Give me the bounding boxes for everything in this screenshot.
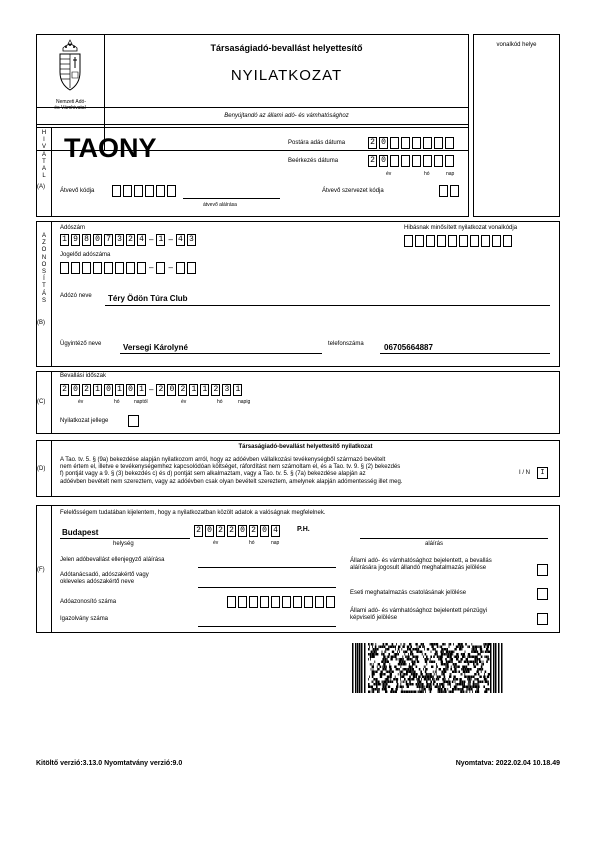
sign-date-nap: nap — [271, 540, 280, 546]
digit-cell[interactable]: 0 — [126, 384, 135, 396]
countersign-line — [198, 567, 336, 568]
nature-label: Nyilatkozat jellege — [60, 418, 109, 424]
digit-cell[interactable]: 0 — [260, 525, 269, 537]
empty-digit-cell[interactable] — [437, 235, 446, 247]
admin-name[interactable]: Versegi Károlyné — [123, 343, 188, 352]
perm-auth-label-1: Állami adó- és vámhatósághoz bejelentett, a bevallás — [350, 558, 492, 564]
section-d-line: nem értem el, illetve e tevékenységemhez kapcsolódóan költséget, ráfordítást nem számoltam el, és a Tao. tv. 9. § (2) bekezdés — [60, 464, 401, 471]
section-letter: N — [41, 254, 47, 261]
advisor-taxid-cells[interactable] — [227, 596, 335, 608]
empty-digit-cell[interactable] — [271, 596, 280, 608]
agency-name-2: és Vámhivatal — [54, 105, 86, 111]
section-d-code: (D) — [37, 466, 46, 472]
digit-cell[interactable]: 2 — [156, 384, 165, 396]
section-letter: I — [43, 137, 45, 144]
empty-digit-cell[interactable] — [260, 596, 269, 608]
advisor-label-1: Adótanácsadó, adószakértő vagy — [60, 572, 149, 578]
empty-digit-cell[interactable] — [104, 262, 113, 274]
section-letter: H — [41, 130, 47, 136]
digit-cell[interactable]: 2 — [368, 137, 377, 149]
digit-cell[interactable] — [390, 155, 399, 167]
digit-cell[interactable]: 1 — [60, 234, 69, 246]
phone[interactable]: 06705664887 — [384, 343, 433, 352]
financial-rep-checkbox[interactable] — [537, 613, 548, 625]
financial-rep-label-2: képviselő jelölése — [350, 615, 398, 621]
barcode-place-label: vonalkód helye — [496, 42, 537, 48]
section-letter: Í — [43, 276, 45, 283]
submit-to-note: Benyújtandó az állami adó- és vámhatósághoz — [224, 113, 349, 119]
arrival-ev: év — [386, 171, 392, 177]
digit-cell[interactable] — [401, 137, 410, 149]
form-code: TAONY — [64, 133, 157, 163]
digit-cell[interactable]: 1 — [233, 384, 242, 396]
error-barcode-label: Hibásnak minősített nyilatkozat vonalkódja — [404, 225, 518, 231]
digit-cell[interactable]: 2 — [211, 384, 220, 396]
digit-cell[interactable]: 8 — [82, 234, 91, 246]
empty-digit-cell[interactable] — [82, 262, 91, 274]
place-value[interactable]: Budapest — [62, 528, 99, 537]
empty-digit-cell[interactable] — [426, 235, 435, 247]
digit-cell[interactable]: 0 — [379, 137, 388, 149]
section-d-line: f) pontját vagy a 9. § (3) bekezdés c) és d) pontját sem alkalmaztam, vagy a Tao. tv. 5. § (7a) bekezdése alapján az — [60, 471, 366, 478]
section-letter: A — [41, 166, 46, 173]
empty-digit-cell[interactable] — [450, 185, 459, 197]
empty-digit-cell[interactable] — [112, 185, 121, 197]
empty-digit-cell[interactable] — [93, 262, 102, 274]
section-d-line: adóévben bevételt nem szereztem, vagy az adóévben csak olyan bevételt szereztem, amelynek alapján adómentesség illet meg. — [60, 478, 403, 485]
digit-cell[interactable]: 1 — [189, 384, 198, 396]
section-c-code: (C) — [37, 399, 46, 405]
yn-checkbox[interactable]: I — [537, 467, 548, 479]
section-letter: Z — [42, 240, 46, 247]
digit-cell[interactable] — [445, 155, 454, 167]
digit-cell[interactable]: 2 — [227, 525, 236, 537]
period-from-ev: év — [78, 399, 84, 405]
digit-cell[interactable]: 1 — [115, 384, 124, 396]
section-letter: A — [41, 151, 46, 158]
digit-cell[interactable]: 2 — [368, 155, 377, 167]
financial-rep-label-1: Állami adó- és vámhatósághoz bejelentett pénzügyi — [350, 608, 488, 614]
empty-digit-cell[interactable] — [492, 235, 501, 247]
digit-cell[interactable]: 0 — [167, 384, 176, 396]
empty-digit-cell[interactable] — [176, 262, 185, 274]
section-letter: S — [41, 297, 46, 304]
digit-cell[interactable] — [423, 155, 432, 167]
digit-cell[interactable]: 0 — [238, 525, 247, 537]
print-timestamp: Nyomtatva: 2022.02.04 10.18.49 — [455, 760, 560, 767]
empty-digit-cell[interactable] — [187, 262, 196, 274]
id-card-line — [198, 626, 336, 627]
empty-digit-cell[interactable] — [145, 185, 154, 197]
receiver-org-code-cells[interactable] — [439, 185, 459, 197]
yn-label: I / N — [519, 470, 531, 476]
header-submit-line — [36, 107, 469, 108]
section-b-divider — [51, 221, 52, 367]
section-letter: T — [42, 158, 46, 165]
digit-cell[interactable]: 1 — [200, 384, 209, 396]
digit-cell[interactable]: 9 — [71, 234, 80, 246]
agency-name-1: Nemzeti Adó- — [55, 99, 86, 105]
digit-cell[interactable] — [412, 155, 421, 167]
advisor-name-line — [198, 587, 336, 588]
sign-date-ho: hó — [249, 540, 255, 546]
section-d-heading: Társaságiadó-bevallást helyettesítő nyilatkozat — [238, 444, 373, 450]
receiver-code-cells[interactable] — [112, 185, 176, 197]
period-to-napig: napig — [238, 399, 251, 405]
pdf417-barcode — [352, 643, 504, 693]
digit-cell[interactable]: 0 — [93, 234, 102, 246]
section-b-code: (B) — [37, 320, 45, 326]
occasional-auth-checkbox[interactable] — [537, 588, 548, 600]
place-label: helység — [113, 541, 134, 547]
receiver-code-label: Átvevő kódja — [60, 188, 95, 194]
empty-digit-cell[interactable] — [123, 185, 132, 197]
section-letter: A — [41, 233, 46, 239]
empty-digit-cell[interactable] — [415, 235, 424, 247]
predecessor-label: Jogelőd adószáma — [60, 252, 111, 258]
section-letter: O — [41, 261, 47, 268]
period-label: Bevallási időszak — [60, 373, 107, 379]
digit-cell[interactable]: 2 — [60, 384, 69, 396]
digit-cell[interactable]: 0 — [104, 384, 113, 396]
empty-digit-cell[interactable] — [282, 596, 291, 608]
period-to-ev: év — [181, 399, 187, 405]
digit-cell[interactable]: 4 — [271, 525, 280, 537]
occasional-auth-label: Eseti meghatalmazás csatolásának jelölése — [350, 590, 467, 596]
section-a-code: (A) — [37, 184, 45, 190]
section-letter: T — [42, 283, 46, 290]
digit-cell[interactable]: 2 — [249, 525, 258, 537]
digit-cell[interactable]: 3 — [187, 234, 196, 246]
empty-digit-cell[interactable] — [71, 262, 80, 274]
digit-cell[interactable]: 4 — [137, 234, 146, 246]
postal-date-label: Postára adás dátuma — [288, 140, 346, 146]
digit-cell[interactable] — [445, 137, 454, 149]
empty-digit-cell[interactable] — [126, 262, 135, 274]
ph-label: P.H. — [297, 526, 310, 533]
empty-digit-cell[interactable] — [156, 185, 165, 197]
empty-digit-cell[interactable] — [404, 235, 413, 247]
arrival-ho: hó — [424, 171, 430, 177]
digit-cell[interactable]: 4 — [176, 234, 185, 246]
signature-label: aláírás — [425, 541, 444, 547]
digit-cell[interactable]: 3 — [115, 234, 124, 246]
advisor-taxid-label: Adóazonosító száma — [60, 599, 117, 605]
id-card-label: Igazolvány száma — [60, 616, 109, 622]
perm-auth-label-2: aláírására jogosult állandó meghatalmazás jelölése — [350, 565, 487, 571]
section-letter: S — [41, 269, 46, 276]
tax-number-label: Adószám — [60, 225, 86, 231]
digit-cell[interactable]: 3 — [222, 384, 231, 396]
empty-digit-cell[interactable] — [227, 596, 236, 608]
section-letter: V — [41, 144, 46, 151]
error-barcode-cells[interactable] — [404, 235, 512, 247]
digit-cell[interactable]: 7 — [104, 234, 113, 246]
countersign-label: Jelen adóbevallást ellenjegyző aláírása — [60, 557, 165, 563]
digit-cell[interactable] — [412, 137, 421, 149]
section-f-code: (F) — [37, 567, 45, 573]
period-to-ho: hó — [217, 399, 223, 405]
phone-line — [380, 353, 550, 354]
empty-digit-cell[interactable] — [470, 235, 479, 247]
digit-cell[interactable]: 2 — [216, 525, 225, 537]
empty-digit-cell[interactable] — [481, 235, 490, 247]
empty-digit-cell[interactable] — [137, 262, 146, 274]
advisor-label-2: okleveles adószakértő neve — [60, 579, 135, 585]
arrival-date-label: Beérkezés dátuma — [288, 158, 339, 164]
digit-cell[interactable] — [423, 137, 432, 149]
admin-name-line — [120, 353, 322, 354]
digit-cell[interactable]: 1 — [137, 384, 146, 396]
sign-date-cells[interactable] — [194, 525, 280, 537]
coat-of-arms-icon — [57, 38, 83, 96]
digit-cell[interactable]: 1 — [156, 234, 165, 246]
empty-digit-cell[interactable] — [156, 262, 165, 274]
sign-date-ev: év — [213, 540, 219, 546]
section-d-line: A Tao. tv. 5. § (9a) bekezdése alapján nyilatkozom arról, hogy az adóévben vállalkozási tevékenységből származó bevételt — [60, 457, 386, 463]
empty-digit-cell[interactable] — [167, 185, 176, 197]
digit-cell[interactable] — [434, 137, 443, 149]
digit-cell[interactable]: 2 — [82, 384, 91, 396]
declaration-text: Felelősségem tudatában kijelentem, hogy a nyilatkozatban közölt adatok a valóságnak megfelelnek. — [60, 510, 326, 516]
section-f-divider — [51, 505, 52, 633]
digit-cell[interactable] — [390, 137, 399, 149]
section-a-letters — [39, 130, 49, 180]
section-b-letters — [39, 233, 49, 305]
digit-cell[interactable] — [434, 155, 443, 167]
section-letter: Á — [41, 290, 46, 297]
empty-digit-cell[interactable] — [115, 262, 124, 274]
digit-cell[interactable]: 0 — [379, 155, 388, 167]
section-letter: O — [41, 247, 47, 254]
phone-label: telefonszáma — [328, 341, 364, 347]
section-letter: L — [42, 173, 46, 180]
empty-digit-cell[interactable] — [304, 596, 313, 608]
empty-digit-cell[interactable] — [448, 235, 457, 247]
barcode-place-box — [473, 34, 560, 217]
tax-number-cells[interactable]: 1 9 8 0 7 3 2 4 – 1 – 4 3 — [60, 234, 196, 246]
section-d-text — [60, 457, 516, 486]
digit-cell[interactable]: 0 — [205, 525, 214, 537]
empty-digit-cell[interactable] — [60, 262, 69, 274]
version-info: Kitöltő verzió:3.13.0 Nyomtatvány verzió:9.0 — [36, 760, 183, 767]
form-title: Társaságiadó-bevallást helyettesítő — [210, 43, 363, 53]
header-submit-line-bottom — [36, 124, 469, 125]
receiver-signature-line — [183, 198, 280, 199]
empty-digit-cell[interactable] — [326, 596, 335, 608]
digit-cell[interactable]: 0 — [71, 384, 80, 396]
perm-auth-checkbox[interactable] — [537, 564, 548, 576]
digit-cell[interactable]: 2 — [178, 384, 187, 396]
period-cells[interactable]: 2 0 2 1 0 1 0 1 – 2 0 2 1 1 2 3 1 — [60, 384, 242, 396]
postal-date-cells[interactable] — [368, 137, 454, 149]
digit-cell[interactable]: 2 — [194, 525, 203, 537]
empty-digit-cell[interactable] — [315, 596, 324, 608]
empty-digit-cell[interactable] — [459, 235, 468, 247]
receiver-org-code-label: Átvevő szervezet kódja — [322, 188, 384, 194]
empty-digit-cell[interactable] — [439, 185, 448, 197]
digit-cell[interactable]: 2 — [126, 234, 135, 246]
arrival-nap: nap — [446, 171, 455, 177]
receiver-signature-label: átvevő aláírása — [203, 202, 237, 208]
taxpayer-name-label: Adózó neve — [60, 293, 92, 299]
empty-digit-cell[interactable] — [503, 235, 512, 247]
period-from-ho: hó — [114, 399, 120, 405]
digit-cell[interactable]: 1 — [93, 384, 102, 396]
admin-name-label: Ügyintéző neve — [60, 341, 102, 347]
empty-digit-cell[interactable] — [249, 596, 258, 608]
place-line — [60, 538, 190, 539]
arrival-date-cells[interactable] — [368, 155, 454, 167]
empty-digit-cell[interactable] — [134, 185, 143, 197]
taxpayer-name[interactable]: Téry Ödön Túra Club — [108, 294, 188, 303]
digit-cell[interactable] — [401, 155, 410, 167]
empty-digit-cell[interactable] — [238, 596, 247, 608]
form-subtitle: NYILATKOZAT — [230, 67, 343, 84]
empty-digit-cell[interactable] — [293, 596, 302, 608]
taxpayer-name-line — [105, 305, 550, 306]
section-a-divider — [51, 127, 52, 217]
nature-checkbox[interactable] — [128, 415, 139, 427]
period-from-naptol: naptól — [134, 399, 148, 405]
section-c-divider — [51, 371, 52, 434]
signature-line — [360, 538, 548, 539]
predecessor-cells[interactable]: – – — [60, 262, 196, 274]
